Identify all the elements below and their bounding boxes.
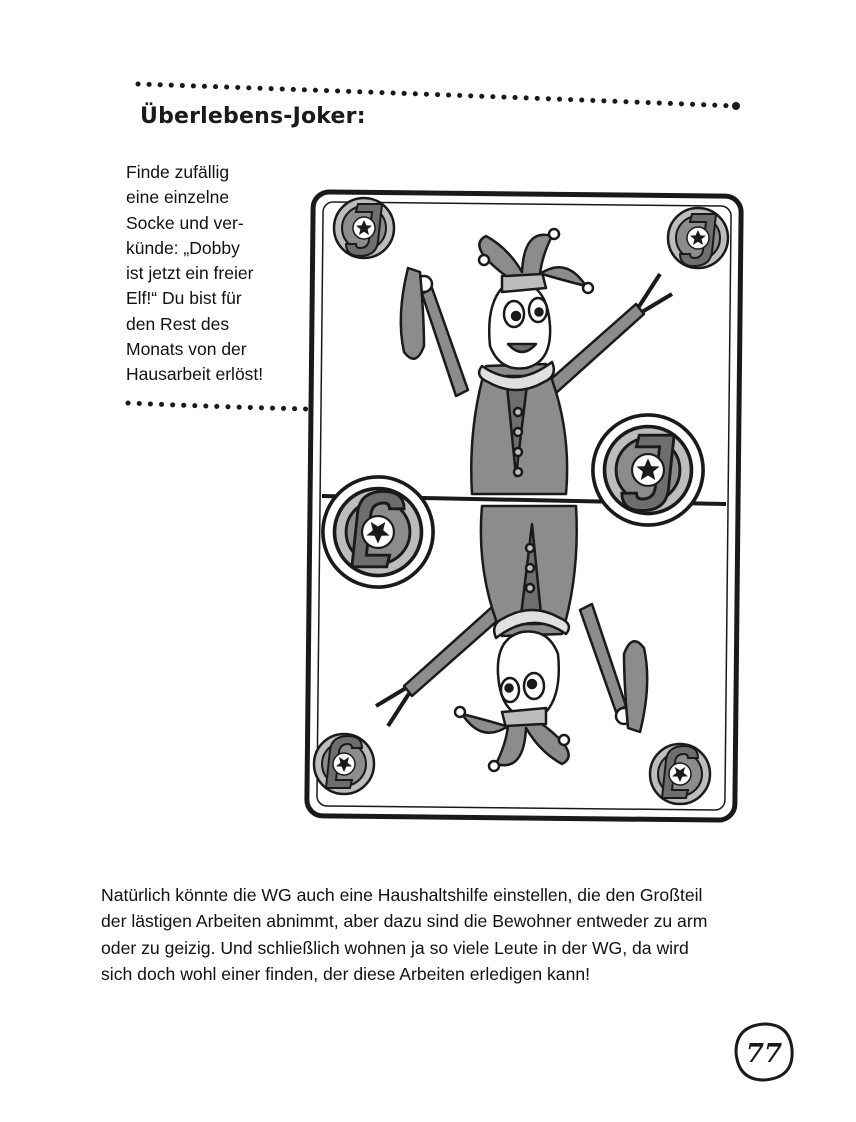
page-number: 77 [745, 1039, 783, 1069]
emblem-icon [593, 415, 703, 525]
emblem-icon [314, 734, 374, 794]
joker-text-line: Finde zufällig [126, 162, 230, 182]
joker-text-line: Monats von der [126, 339, 247, 360]
section-heading: Überlebens-Joker: [140, 104, 366, 129]
joker-text-line: eine einzelne [126, 187, 230, 208]
body-paragraph [101, 882, 801, 988]
joker-text-line: ist jetzt ein freier [126, 263, 254, 284]
body-text-line: Natürlich könnte die WG auch eine Haushaltshilfe einstellen, die den Großteil [101, 885, 703, 905]
emblem-icon [668, 208, 728, 268]
joker-description [126, 160, 301, 388]
dotted-divider-side [120, 395, 320, 419]
body-text-line: sich doch wohl einer finden, der diese Arbeiten erledigen kann! [101, 964, 591, 985]
joker-text-line: Hausarbeit erlöst! [126, 364, 264, 385]
emblem-icon [334, 198, 394, 258]
joker-text-line: Socke und ver- [126, 212, 244, 233]
joker-card-illustration [296, 176, 756, 832]
joker-text-line: Elf!“ Du bist für [126, 288, 242, 309]
body-text-line: oder zu geizig. Und schließlich wohnen ja so viele Leute in der WG, da wird [101, 937, 689, 958]
emblem-icon [650, 744, 710, 804]
emblem-icon [323, 477, 433, 587]
joker-text-line: künde: „Dobby [126, 237, 240, 258]
body-text-line: der lästigen Arbeiten abnimmt, aber dazu sind die Bewohner entweder zu arm [101, 911, 708, 932]
page-number-badge [732, 1020, 796, 1084]
joker-text-line: den Rest des [126, 313, 230, 334]
